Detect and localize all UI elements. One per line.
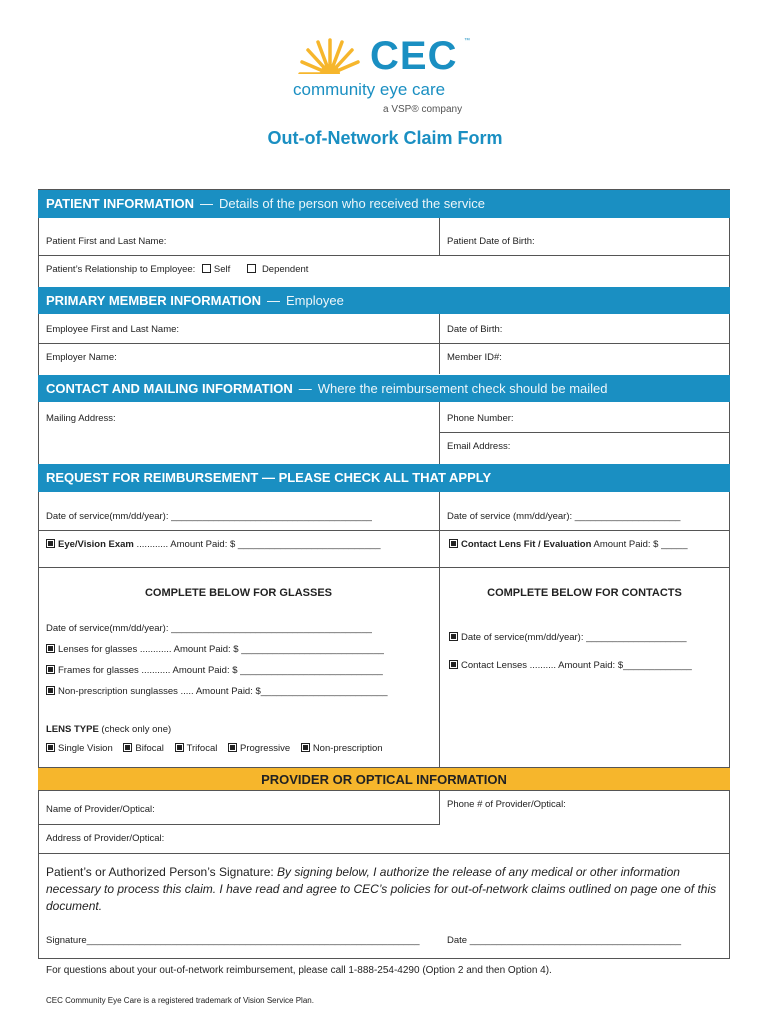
self-label: Self xyxy=(213,264,231,275)
provider-section-header xyxy=(38,767,730,791)
bifocal-checkbox[interactable] xyxy=(123,743,132,752)
date-line[interactable]: Date ________________________________________ xyxy=(447,935,682,946)
contact-lenses-label[interactable]: Contact Lenses .......... Amount Paid: $_____________ xyxy=(461,660,692,671)
exam-date-field[interactable]: Date of service(mm/dd/year): ______________________________________ xyxy=(46,511,372,522)
patient-subheading: Details of the person who received the service xyxy=(219,196,485,211)
trifocal-checkbox[interactable] xyxy=(175,743,184,752)
contact-fit-row xyxy=(449,539,688,550)
sunglasses-row xyxy=(46,686,388,697)
patient-section-header: PATIENT INFORMATION — Details of the person who received the service xyxy=(38,190,730,218)
reimb-row-line-2 xyxy=(38,567,730,568)
cec-logo xyxy=(290,34,490,120)
lens-type-options xyxy=(46,743,383,754)
contact-fit-date-field[interactable]: Date of service (mm/dd/year): ____________________ xyxy=(447,511,681,522)
single-vision-label: Single Vision xyxy=(58,743,113,754)
contact-lenses-checkbox[interactable] xyxy=(449,660,458,669)
reimbursement-heading: REQUEST FOR REIMBURSEMENT — PLEASE CHECK ALL THAT APPLY xyxy=(46,470,492,485)
dependent-label: Dependent xyxy=(261,264,309,275)
lenses-checkbox[interactable] xyxy=(46,644,55,653)
employee-name-label: Employee First and Last Name: xyxy=(46,324,180,335)
member-row-line xyxy=(38,343,730,344)
contact-fit-label: Contact Lens Fit / Evaluation xyxy=(461,539,592,550)
logo-tagline: community eye care xyxy=(293,80,446,99)
contacts-date-field[interactable]: Date of service(mm/dd/year): ___________________ xyxy=(461,632,687,643)
patient-row-line xyxy=(38,255,730,256)
lens-type-label xyxy=(46,724,171,735)
progressive-label: Progressive xyxy=(240,743,291,754)
patient-divider xyxy=(439,218,440,256)
provider-phone-label: Phone # of Provider/Optical: xyxy=(447,799,566,810)
contacts-date-checkbox[interactable] xyxy=(449,632,458,641)
relationship-label xyxy=(46,264,308,275)
signature-line[interactable]: Signature_______________________________________________________________ xyxy=(46,935,420,946)
bifocal-label: Bifocal xyxy=(135,743,164,754)
eye-exam-label: Eye/Vision Exam xyxy=(58,539,134,550)
self-checkbox[interactable] xyxy=(202,264,211,273)
contact-fit-amount[interactable]: Amount Paid: $ _____ xyxy=(591,539,688,550)
member-section-header: PRIMARY MEMBER INFORMATION — Employee xyxy=(38,287,730,314)
trifocal-label: Trifocal xyxy=(186,743,218,754)
lenses-row xyxy=(46,644,384,655)
lens-type-note: (check only one) xyxy=(98,724,172,735)
questions-note: For questions about your out-of-network reimbursement, please call 1-888-254-4290 (Option 2 and then Option 4). xyxy=(46,965,552,976)
email-label: Email Address: xyxy=(447,441,511,452)
employer-name-label: Employer Name: xyxy=(46,352,117,363)
provider-bottom-line xyxy=(38,853,730,854)
eye-exam-amount[interactable]: ............ Amount Paid: $ ___________________________ xyxy=(133,539,381,550)
single-vision-checkbox[interactable] xyxy=(46,743,55,752)
contact-subheading: Where the reimbursement check should be mailed xyxy=(317,381,608,396)
frames-checkbox[interactable] xyxy=(46,665,55,674)
logo-brand: CEC xyxy=(370,34,458,78)
non-prescription-checkbox[interactable] xyxy=(301,743,310,752)
provider-name-label: Name of Provider/Optical: xyxy=(46,804,155,815)
logo-tm: ™ xyxy=(464,38,470,44)
mailing-address-label: Mailing Address: xyxy=(46,413,116,424)
signature-lead: Patient’s or Authorized Person’s Signature: xyxy=(46,865,274,879)
member-divider xyxy=(439,314,440,374)
contacts-date-row xyxy=(449,632,687,643)
trademark-note: CEC Community Eye Care is a registered trademark of Vision Service Plan. xyxy=(46,996,314,1005)
frames-label[interactable]: Frames for glasses ........... Amount Paid: $ ___________________________ xyxy=(58,665,383,676)
reimb-divider xyxy=(439,492,440,767)
eye-exam-checkbox[interactable] xyxy=(46,539,55,548)
contact-divider xyxy=(439,402,440,464)
progressive-checkbox[interactable] xyxy=(228,743,237,752)
sunglasses-checkbox[interactable] xyxy=(46,686,55,695)
patient-name-label: Patient First and Last Name: xyxy=(46,236,167,247)
frames-row xyxy=(46,665,383,676)
eye-exam-row xyxy=(46,539,381,550)
member-subheading: Employee xyxy=(285,293,344,308)
signature-body: By signing below, I authorize the release of any medical or other information necessary to process this claim. I have read and agree to CEC’s policies for out-of-network claims outlined on page one of this document. xyxy=(46,865,717,913)
lenses-label[interactable]: Lenses for glasses ............ Amount Paid: $ ___________________________ xyxy=(58,644,384,655)
member-id-label: Member ID#: xyxy=(447,352,502,363)
glasses-date-field[interactable]: Date of service(mm/dd/year): ______________________________________ xyxy=(46,623,372,634)
employee-dob-label: Date of Birth: xyxy=(447,324,503,335)
glasses-heading: COMPLETE BELOW FOR GLASSES xyxy=(144,587,332,599)
reimbursement-section-header xyxy=(38,464,730,492)
contact-fit-checkbox[interactable] xyxy=(449,539,458,548)
provider-row-line xyxy=(38,824,440,825)
sun-icon xyxy=(290,34,370,78)
provider-address-label: Address of Provider/Optical: xyxy=(46,833,165,844)
reimb-row-line xyxy=(38,530,730,531)
contacts-heading: COMPLETE BELOW FOR CONTACTS xyxy=(487,587,682,599)
non-prescription-label: Non-prescription xyxy=(312,743,383,754)
relationship-text: Patient’s Relationship to Employee: xyxy=(46,264,196,275)
contact-section-header: CONTACT AND MAILING INFORMATION — Where the reimbursement check should be mailed xyxy=(38,375,730,402)
provider-heading: PROVIDER OR OPTICAL INFORMATION xyxy=(261,772,507,787)
patient-heading: PATIENT INFORMATION xyxy=(46,196,195,211)
contact-heading: CONTACT AND MAILING INFORMATION xyxy=(46,381,293,396)
logo-parent: a VSP® company xyxy=(383,104,463,115)
member-heading: PRIMARY MEMBER INFORMATION xyxy=(46,293,261,308)
contact-row-line xyxy=(439,432,730,433)
lens-type-bold: LENS TYPE xyxy=(46,724,99,735)
phone-label: Phone Number: xyxy=(447,413,514,424)
dependent-checkbox[interactable] xyxy=(247,264,256,273)
contact-lenses-row xyxy=(449,660,692,671)
sunglasses-label[interactable]: Non-prescription sunglasses ..... Amount Paid: $________________________ xyxy=(58,686,388,697)
form-title: Out-of-Network Claim Form xyxy=(267,128,503,148)
signature-statement xyxy=(46,864,726,915)
patient-dob-label: Patient Date of Birth: xyxy=(447,236,535,247)
provider-divider xyxy=(439,791,440,825)
